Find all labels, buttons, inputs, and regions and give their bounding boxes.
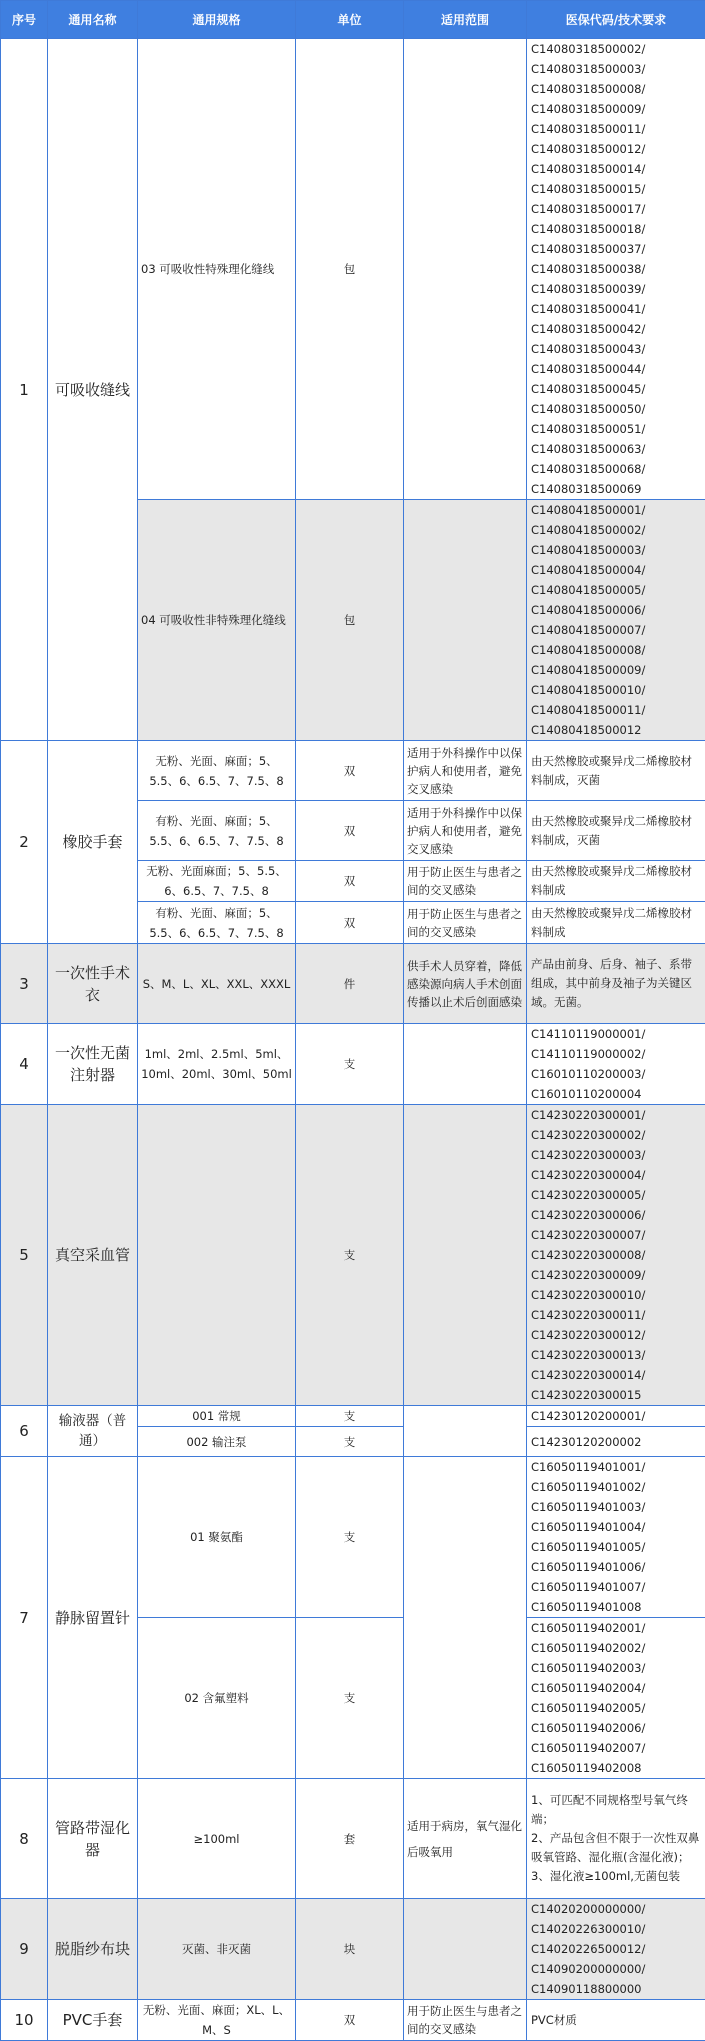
code-line: C14080318500037/: [531, 239, 701, 259]
row-unit: 支: [296, 1406, 404, 1427]
row-scope: [404, 1024, 527, 1105]
code-line: C14080318500015/: [531, 179, 701, 199]
table-row: [1, 1105, 705, 1406]
code-line: C14080318500017/: [531, 199, 701, 219]
code-line: C14080318500042/: [531, 319, 701, 339]
row-scope: [404, 500, 527, 741]
code-line: C14080318500041/: [531, 299, 701, 319]
header-scope: 适用范围: [404, 1, 527, 39]
row-spec: 01 聚氨酯: [138, 1457, 296, 1618]
code-line: C14230220300010/: [531, 1285, 701, 1305]
code-line: C14230220300011/: [531, 1305, 701, 1325]
row-spec: 02 含氟塑料: [138, 1618, 296, 1779]
code-line: C14230220300008/: [531, 1245, 701, 1265]
code-line: C14080418500008/: [531, 640, 701, 660]
row-unit: 支: [296, 1105, 404, 1406]
code-line: C14080318500002/: [531, 39, 701, 59]
table-row: [1, 2000, 705, 2041]
header-row: [1, 1, 705, 39]
code-line: C14080318500051/: [531, 419, 701, 439]
row-unit: 双: [296, 2000, 404, 2041]
code-line: C14080318500003/: [531, 59, 701, 79]
row-name: 静脉留置针: [48, 1457, 138, 1779]
header-unit: 单位: [296, 1, 404, 39]
row-unit: 双: [296, 801, 404, 861]
row-spec: [138, 1105, 296, 1406]
row-no: 3: [1, 944, 48, 1024]
code-line: C14230220300009/: [531, 1265, 701, 1285]
row-unit: 双: [296, 861, 404, 902]
row-spec: 有粉、光面、麻面；5、5.5、6、6.5、7、7.5、8: [138, 801, 296, 861]
code-line: C14080318500045/: [531, 379, 701, 399]
row-codes: [527, 39, 705, 500]
code-line: C16050119402003/: [531, 1658, 701, 1678]
code-line: C14080318500012/: [531, 139, 701, 159]
code-line: C14230220300006/: [531, 1205, 701, 1225]
row-no: 9: [1, 1899, 48, 2000]
code-line: C14080418500011/: [531, 700, 701, 720]
row-spec: 04 可吸收性非特殊理化缝线: [138, 500, 296, 741]
code-line: C14080418500001/: [531, 500, 701, 520]
code-line: C14080318500050/: [531, 399, 701, 419]
header-name: 通用名称: [48, 1, 138, 39]
code-line: C14080418500009/: [531, 660, 701, 680]
code-line: C14230120200002: [531, 1432, 701, 1452]
row-scope: 供手术人员穿着，降低感染源向病人手术创面传播以止术后创面感染: [404, 944, 527, 1024]
code-line: C14230220300001/: [531, 1105, 701, 1125]
code-line: C14080418500003/: [531, 540, 701, 560]
row-spec: 灭菌、非灭菌: [138, 1899, 296, 2000]
code-line: C14020200000000/: [531, 1899, 701, 1919]
row-requirement: [527, 1779, 705, 1899]
code-line: C14230220300003/: [531, 1145, 701, 1165]
row-codes: [527, 1406, 705, 1427]
row-name: 管路带湿化器: [48, 1779, 138, 1899]
code-line: C14080318500043/: [531, 339, 701, 359]
row-scope: [404, 1899, 527, 2000]
code-line: C14080418500006/: [531, 600, 701, 620]
row-scope: [404, 1105, 527, 1406]
code-line: C16050119402002/: [531, 1638, 701, 1658]
code-line: C16050119401004/: [531, 1517, 701, 1537]
code-line: C14080318500011/: [531, 119, 701, 139]
row-spec: ≥100ml: [138, 1779, 296, 1899]
code-line: C14020226300010/: [531, 1919, 701, 1939]
row-spec: 1ml、2ml、2.5ml、5ml、10ml、20ml、30ml、50ml: [138, 1024, 296, 1105]
code-line: C16050119402001/: [531, 1618, 701, 1638]
code-line: C14080418500004/: [531, 560, 701, 580]
table-row: [1, 1406, 705, 1427]
code-line: C14080318500068/: [531, 459, 701, 479]
table-row: [1, 1779, 705, 1899]
code-line: C16050119402004/: [531, 1678, 701, 1698]
code-line: C14080418500002/: [531, 520, 701, 540]
code-line: C16050119401007/: [531, 1577, 701, 1597]
code-line: C14080318500009/: [531, 99, 701, 119]
row-no: 10: [1, 2000, 48, 2041]
row-unit: 包: [296, 39, 404, 500]
row-codes: [527, 1427, 705, 1457]
row-spec: 无粉、光面、麻面；XL、L、M、S: [138, 2000, 296, 2041]
requirement-line: 1、可匹配不同规格型号氧气终端；: [531, 1791, 701, 1829]
code-line: C16050119402006/: [531, 1718, 701, 1738]
row-requirement: 由天然橡胶或聚异戊二烯橡胶材料制成，灭菌: [527, 741, 705, 801]
code-line: C14230220300004/: [531, 1165, 701, 1185]
row-unit: 支: [296, 1618, 404, 1779]
row-unit: 支: [296, 1024, 404, 1105]
code-line: C16050119401001/: [531, 1457, 701, 1477]
code-line: C16050119401002/: [531, 1477, 701, 1497]
code-line: C14080318500008/: [531, 79, 701, 99]
code-line: C14090200000000/: [531, 1959, 701, 1979]
code-line: C14080318500014/: [531, 159, 701, 179]
row-spec: S、M、L、XL、XXL、XXXL: [138, 944, 296, 1024]
row-codes: [527, 1899, 705, 2000]
code-line: C16050119402005/: [531, 1698, 701, 1718]
row-scope: [404, 1406, 527, 1457]
row-scope: 适用于外科操作中以保护病人和使用者，避免交叉感染: [404, 741, 527, 801]
row-name: 输液器（普通）: [48, 1406, 138, 1457]
row-codes: [527, 1024, 705, 1105]
row-name: PVC手套: [48, 2000, 138, 2041]
code-line: C14110119000002/: [531, 1044, 701, 1064]
row-no: 5: [1, 1105, 48, 1406]
table-row: [1, 39, 705, 500]
row-scope: 适用于外科操作中以保护病人和使用者，避免交叉感染: [404, 801, 527, 861]
table-row: [1, 944, 705, 1024]
row-spec: 无粉、光面麻面；5、5.5、6、6.5、7、7.5、8: [138, 861, 296, 902]
table-row: [1, 1024, 705, 1105]
code-line: C14080418500012: [531, 720, 701, 740]
row-scope: 用于防止医生与患者之间的交叉感染: [404, 861, 527, 902]
row-no: 1: [1, 39, 48, 741]
row-spec: 002 输注泵: [138, 1427, 296, 1457]
row-unit: 双: [296, 741, 404, 801]
row-scope: [404, 39, 527, 500]
row-name: 橡胶手套: [48, 741, 138, 944]
code-line: C14230220300002/: [531, 1125, 701, 1145]
code-line: C14080318500038/: [531, 259, 701, 279]
row-scope: [404, 1457, 527, 1779]
code-line: C14230220300005/: [531, 1185, 701, 1205]
requirement-line: 3、湿化液≥100ml,无菌包装: [531, 1867, 701, 1886]
row-requirement: PVC材质: [527, 2000, 705, 2041]
row-codes: [527, 1618, 705, 1779]
code-line: C14080318500018/: [531, 219, 701, 239]
code-line: C14080418500005/: [531, 580, 701, 600]
code-line: C16050119401006/: [531, 1557, 701, 1577]
code-line: C14230220300013/: [531, 1345, 701, 1365]
row-unit: 套: [296, 1779, 404, 1899]
header-no: 序号: [1, 1, 48, 39]
row-no: 8: [1, 1779, 48, 1899]
code-line: C16050119401003/: [531, 1497, 701, 1517]
code-line: C14230120200001/: [531, 1406, 701, 1426]
row-scope: 适用于病房，氧气湿化后吸氧用: [404, 1779, 527, 1899]
code-line: C14080418500010/: [531, 680, 701, 700]
code-line: C14230220300012/: [531, 1325, 701, 1345]
code-line: C16050119402007/: [531, 1738, 701, 1758]
code-line: C14090118800000: [531, 1979, 701, 1999]
row-no: 2: [1, 741, 48, 944]
row-unit: 双: [296, 902, 404, 944]
row-spec: 无粉、光面、麻面；5、5.5、6、6.5、7、7.5、8: [138, 741, 296, 801]
row-spec: 03 可吸收性特殊理化缝线: [138, 39, 296, 500]
header-code: 医保代码/技术要求: [527, 1, 705, 39]
row-spec: 001 常规: [138, 1406, 296, 1427]
code-line: C14080318500063/: [531, 439, 701, 459]
code-line: C16010110200003/: [531, 1064, 701, 1084]
row-no: 6: [1, 1406, 48, 1457]
header-spec: 通用规格: [138, 1, 296, 39]
row-codes: [527, 500, 705, 741]
row-requirement: 由天然橡胶或聚异戊二烯橡胶材料制成: [527, 861, 705, 902]
row-unit: 块: [296, 1899, 404, 2000]
code-line: C16050119401008: [531, 1597, 701, 1617]
table-row: [1, 1899, 705, 2000]
row-requirement: 由天然橡胶或聚异戊二烯橡胶材料制成，灭菌: [527, 801, 705, 861]
code-line: C14230220300007/: [531, 1225, 701, 1245]
row-codes: [527, 1105, 705, 1406]
code-line: C14080318500039/: [531, 279, 701, 299]
code-line: C14110119000001/: [531, 1024, 701, 1044]
row-no: 7: [1, 1457, 48, 1779]
code-line: C14230220300014/: [531, 1365, 701, 1385]
row-name: 一次性无菌注射器: [48, 1024, 138, 1105]
row-scope: 用于防止医生与患者之间的交叉感染: [404, 902, 527, 944]
row-name: 可吸收缝线: [48, 39, 138, 741]
row-name: 真空采血管: [48, 1105, 138, 1406]
row-scope: 用于防止医生与患者之间的交叉感染: [404, 2000, 527, 2041]
code-line: C16050119401005/: [531, 1537, 701, 1557]
row-requirement: 由天然橡胶或聚异戊二烯橡胶材料制成: [527, 902, 705, 944]
row-unit: 支: [296, 1457, 404, 1618]
table-row: [1, 741, 705, 801]
row-name: 脱脂纱布块: [48, 1899, 138, 2000]
row-name: 一次性手术衣: [48, 944, 138, 1024]
code-line: C14230220300015: [531, 1385, 701, 1405]
requirement-line: 2、产品包含但不限于一次性双鼻吸氧管路、湿化瓶(含湿化液)；: [531, 1829, 701, 1867]
row-unit: 支: [296, 1427, 404, 1457]
row-requirement: 产品由前身、后身、袖子、系带组成，其中前身及袖子为关键区域。无菌。: [527, 944, 705, 1024]
row-unit: 件: [296, 944, 404, 1024]
code-line: C14020226500012/: [531, 1939, 701, 1959]
row-no: 4: [1, 1024, 48, 1105]
code-line: C14080418500007/: [531, 620, 701, 640]
code-line: C16010110200004: [531, 1084, 701, 1104]
table-row: [1, 1457, 705, 1618]
row-unit: 包: [296, 500, 404, 741]
code-line: C14080318500069: [531, 479, 701, 499]
code-line: C14080318500044/: [531, 359, 701, 379]
row-spec: 有粉、光面、麻面；5、5.5、6、6.5、7、7.5、8: [138, 902, 296, 944]
code-line: C16050119402008: [531, 1758, 701, 1778]
row-codes: [527, 1457, 705, 1618]
